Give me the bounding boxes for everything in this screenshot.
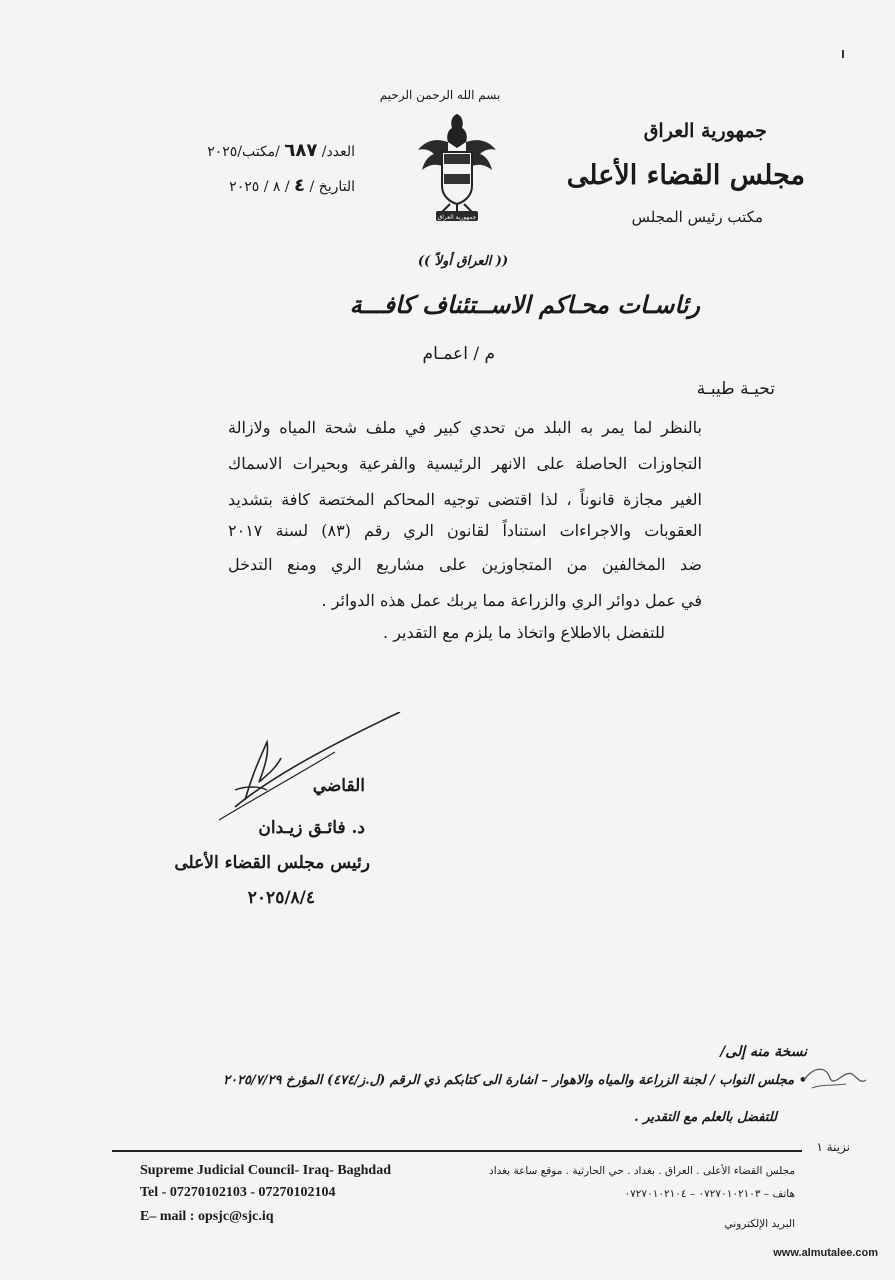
body-line-3: الغير مجازة قانوناً ، لذا اقتضى توجيه المحاكم المختصة كافة بتشديد bbox=[228, 490, 702, 509]
margin-initials-scribble bbox=[800, 1060, 870, 1094]
iraq-eagle-emblem-icon bbox=[412, 108, 502, 228]
closing-line: للتفضل بالاطلاع واتخاذ ما يلزم مع التقدير . bbox=[383, 623, 665, 642]
scan-speck bbox=[842, 50, 844, 58]
footer-phone-en: Tel - 07270102103 - 07270102104 bbox=[140, 1185, 336, 1200]
basmala: بسم الله الرحمن الرحيم bbox=[379, 88, 501, 102]
copies-label: نسخة منه إلى/ bbox=[720, 1044, 807, 1060]
footer-phone-ar: هاتف – ٠٧٢٧٠١٠٢١٠٣ – ٠٧٢٧٠١٠٢١٠٤ bbox=[624, 1188, 795, 1200]
signatory-name: د. فائـق زيـدان bbox=[258, 818, 365, 838]
reference-number bbox=[140, 140, 355, 161]
copies-item bbox=[223, 1073, 807, 1088]
office-name: مكتب رئيس المجلس bbox=[631, 208, 763, 226]
subject: م / اعمـام bbox=[422, 344, 495, 364]
reference-date-suffix: / ٨ / ٢٠٢٥ bbox=[229, 179, 290, 195]
body-line-6: في عمل دوائر الري والزراعة مما يربك عمل هذه الدوائر . bbox=[321, 591, 702, 610]
copies-bullet: • bbox=[798, 1073, 807, 1088]
footer-email-en: E– mail : opsjc@sjc.iq bbox=[140, 1209, 274, 1224]
country-name: جمهورية العراق bbox=[643, 120, 767, 142]
reference-number-suffix: /مكتب/٢٠٢٥ bbox=[207, 144, 280, 160]
signatory-role: رئيس مجلس القضاء الأعلى bbox=[174, 853, 370, 873]
copies-note: للتفضل بالعلم مع التقدير . bbox=[634, 1110, 777, 1125]
slogan: (( العراق أولاً )) bbox=[417, 254, 509, 269]
handwritten-signature bbox=[205, 712, 415, 822]
body-line-4: العقوبات والاجراءات استناداً لقانون الري رقم (٨٣) لسنة ٢٠١٧ bbox=[228, 521, 703, 540]
watermark-website: www.almutalee.com bbox=[773, 1247, 878, 1259]
signatory-title: القاضي bbox=[312, 776, 365, 796]
footer-address-ar: مجلس القضاء الأعلى . العراق . بغداد . حي الحارثية . موقع ساعة بغداد bbox=[489, 1165, 795, 1177]
body-line-2: التجاوزات الحاصلة على الانهر الرئيسية والفرعية وبحيرات الاسماك bbox=[228, 454, 703, 473]
reference-date-label: التاريخ / bbox=[309, 179, 355, 195]
copies-item-text: مجلس النواب / لجنة الزراعة والمياه والاهوار – اشارة الى كتابكم ذي الرقم (ل.ز/٤٧٤) المؤرخ ٢٠٢٥/٧/٢٩ bbox=[223, 1073, 795, 1088]
reference-date bbox=[148, 175, 355, 196]
signatory-date: ٢٠٢٥/٨/٤ bbox=[247, 888, 315, 908]
body-line-5: ضد المخالفين من المتجاوزين على مشاريع الري ومنع التدخل bbox=[228, 555, 702, 574]
council-name: مجلس القضاء الأعلى bbox=[566, 160, 805, 191]
page-marker: نزينة ١ bbox=[816, 1140, 850, 1154]
footer-divider bbox=[112, 1150, 802, 1152]
footer-email-ar: البريد الإلكتروني bbox=[724, 1218, 795, 1230]
body-line-1: بالنظر لما يمر به البلد من تحدي كبير في ملف شحة المياه ولازالة bbox=[228, 418, 702, 437]
reference-date-day: ٤ bbox=[294, 175, 306, 196]
footer-council-name-en: Supreme Judicial Council- Iraq- Baghdad bbox=[140, 1163, 392, 1178]
reference-number-value: ٦٨٧ bbox=[284, 140, 318, 161]
emblem-caption: جمهورية العراق bbox=[437, 214, 477, 221]
addressee: رئاسـات محـاكم الاســتئناف كافـــة bbox=[349, 290, 700, 319]
greeting: تحيـة طيبـة bbox=[696, 379, 775, 399]
reference-number-label: العدد/ bbox=[321, 144, 355, 160]
